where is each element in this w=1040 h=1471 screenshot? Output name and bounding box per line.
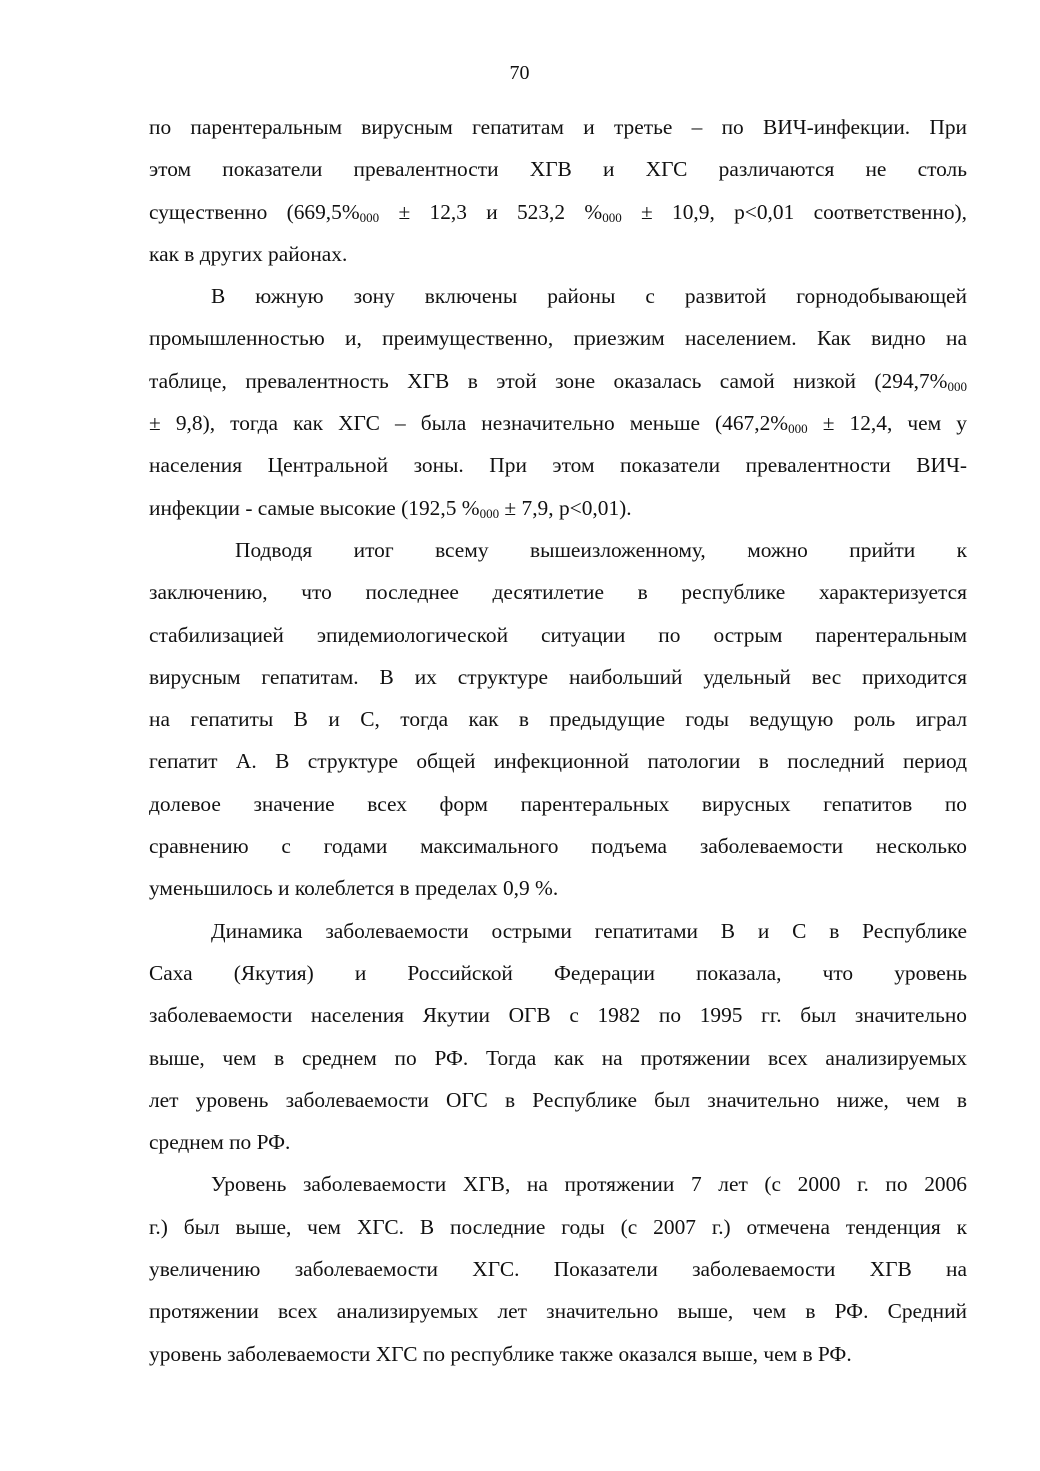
paragraph-4 bbox=[149, 910, 967, 1164]
text-line: долевое значение всех форм парентеральных вирусных гепатитов по bbox=[149, 791, 967, 816]
text-line: как в других районах. bbox=[149, 241, 348, 266]
text-line: сравнению с годами максимального подъема заболеваемости несколько bbox=[149, 834, 967, 859]
text-line: гепатит А. В структуре общей инфекционной патологии в последний период bbox=[149, 749, 967, 774]
text-line: Динамика заболеваемости острыми гепатитами В и С в Республике bbox=[211, 918, 967, 943]
text-line: заключению, что последнее десятилетие в республике характеризуется bbox=[149, 580, 967, 605]
text-line: вирусным гепатитам. В их структуре наибольший удельный вес приходится bbox=[149, 664, 967, 689]
text-line: Саха (Якутия) и Российской Федерации показала, что уровень bbox=[149, 960, 967, 985]
text-line: на гепатиты В и С, тогда как в предыдущие годы ведущую роль играл bbox=[149, 707, 967, 732]
text-line: инфекции - самые высокие (192,5 $\%_{000} \pm 7,9$, р<0,01). bbox=[149, 495, 632, 521]
paragraph-3 bbox=[149, 529, 967, 910]
body-text bbox=[149, 106, 967, 1375]
text-line: существенно ($669,5\%_{000} \pm 12,3$ и 523,2 $\%_{000} \pm 10,9$, р<0,01 соответственно), bbox=[149, 199, 967, 225]
page-number: 70 bbox=[509, 62, 530, 84]
text-line: таблице, превалентность ХГВ в этой зоне оказалась самой низкой ($294,7\%_{000}$ bbox=[149, 368, 967, 394]
text-line: лет уровень заболеваемости ОГС в Республике был значительно ниже, чем в bbox=[149, 1087, 967, 1112]
text-line: выше, чем в среднем по РФ. Тогда как на протяжении всех анализируемых bbox=[149, 1045, 967, 1070]
text-line: промышленностью и, преимущественно, приезжим населением. Как видно на bbox=[149, 326, 967, 351]
text-line: стабилизацией эпидемиологической ситуации по острым парентеральным bbox=[149, 622, 967, 647]
text-line: заболеваемости населения Якутии ОГВ с 1982 по 1995 гг. был значительно bbox=[149, 1003, 967, 1028]
text-line: этом показатели превалентности ХГВ и ХГС различаются не столь bbox=[149, 157, 967, 182]
paragraph-2 bbox=[149, 275, 967, 529]
text-line: Подводя итог всему вышеизложенному, можно прийти к bbox=[235, 537, 967, 562]
text-line: В южную зону включены районы с развитой горнодобывающей bbox=[211, 284, 967, 309]
text-line: уровень заболеваемости ХГС по республике также оказался выше, чем в РФ. bbox=[149, 1341, 852, 1366]
text-line: увеличению заболеваемости ХГС. Показатели заболеваемости ХГВ на bbox=[149, 1257, 967, 1282]
paragraph-1 bbox=[149, 106, 967, 275]
paragraph-5 bbox=[149, 1163, 967, 1374]
text-line: уменьшилось и колеблется в пределах 0,9 %. bbox=[149, 876, 559, 901]
text-line: среднем по РФ. bbox=[149, 1130, 291, 1155]
text-line: г.) был выше, чем ХГС. В последние годы (с 2007 г.) отмечена тенденция к bbox=[149, 1214, 967, 1239]
text-line: ± 9,8), тогда как ХГС – была незначительно меньше ($467,2\%_{000} \pm 12,4$, чем у bbox=[149, 411, 967, 437]
text-line: по парентеральным вирусным гепатитам и третье – по ВИЧ-инфекции. При bbox=[149, 115, 967, 139]
text-line: населения Центральной зоны. При этом показатели превалентности ВИЧ- bbox=[149, 453, 967, 478]
text-line: Уровень заболеваемости ХГВ, на протяжении 7 лет (с 2000 г. по 2006 bbox=[211, 1172, 967, 1197]
text-line: протяжении всех анализируемых лет значительно выше, чем в РФ. Средний bbox=[149, 1299, 967, 1324]
